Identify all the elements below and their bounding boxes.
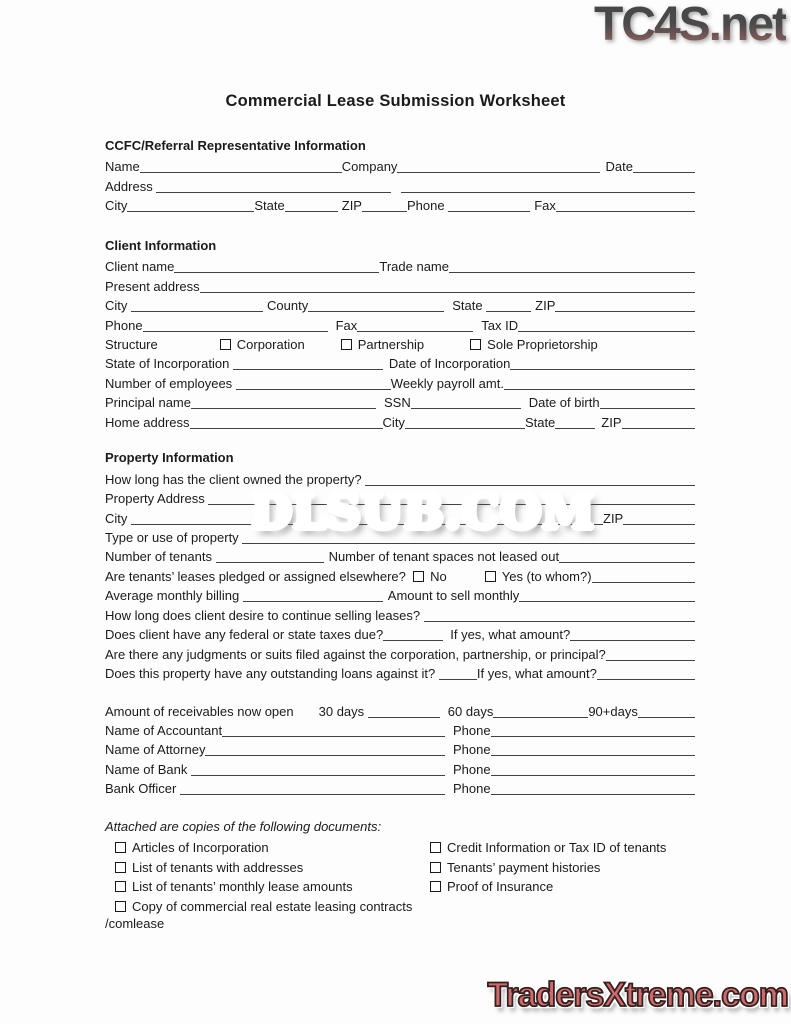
field-label: Phone: [453, 742, 491, 758]
field-label: Partnership: [357, 337, 425, 352]
field-label: Type or use of property: [105, 530, 243, 545]
field-label: City: [105, 198, 128, 214]
field-label: Average monthly billing: [105, 588, 243, 604]
checkbox-icon: [115, 881, 126, 892]
blank-line: [233, 359, 383, 370]
field-label: Proof of Insurance: [447, 879, 554, 895]
field-label: Property Address: [105, 491, 209, 507]
blank-line: [140, 162, 342, 173]
field-label: Number of tenants: [105, 549, 216, 565]
blank-line: [622, 418, 695, 429]
blank-line: [555, 418, 595, 429]
checkbox-icon: [115, 901, 126, 912]
blank-line: [222, 726, 445, 737]
blank-line: [638, 707, 695, 718]
form-row: [105, 195, 695, 214]
section-heading: CCFC/Referral Representative Information: [105, 138, 366, 153]
checklist-right-item: [430, 896, 695, 916]
checkbox-icon: [430, 842, 441, 853]
field-label: Company: [341, 159, 398, 175]
checklist-intro: Attached are copies of the following documents:: [105, 818, 382, 834]
checkbox-icon: [430, 881, 441, 892]
field-label: State: [254, 198, 285, 214]
blank-line: [491, 745, 695, 756]
form-row: [105, 157, 695, 176]
field-label: How long does client desire to continue selling leases?: [105, 607, 424, 623]
field-label: No: [430, 568, 447, 584]
field-label: Yes (to whom?): [501, 568, 592, 584]
form-row: [105, 759, 695, 778]
blank-line: [519, 591, 695, 602]
field-label: Tenants’ payment histories: [447, 859, 601, 875]
checkbox-icon: [485, 571, 496, 582]
field-label: 90+days: [588, 703, 638, 719]
checkbox-icon: [115, 842, 126, 853]
form-row: [105, 276, 695, 295]
page-title: Commercial Lease Submission Worksheet: [225, 92, 566, 110]
field-label: State: [524, 414, 556, 430]
field-label: Does client have any federal or state taxes due?: [105, 627, 384, 643]
spacer: [521, 411, 529, 412]
field-label: Phone: [453, 722, 491, 738]
blank-line: [200, 282, 695, 293]
form-row: [105, 373, 695, 392]
field-label: ZIP: [601, 414, 622, 430]
blank-line: [600, 398, 695, 409]
blank-line: [491, 784, 695, 795]
field-label: Name of Attorney: [105, 742, 206, 758]
blank-line: [383, 630, 443, 641]
field-group: [105, 720, 445, 739]
field-label: Trade name: [379, 259, 449, 275]
field-label: Tax ID: [481, 317, 519, 333]
blank-line: [401, 182, 695, 193]
blank-line: [518, 321, 695, 332]
form-row: [105, 663, 695, 682]
field-label: Weekly payroll amt.: [390, 375, 504, 391]
field-label: Fax: [534, 198, 556, 214]
field-label: SSN: [384, 395, 411, 411]
field-label: Name of Bank: [105, 761, 191, 777]
field-group: [105, 739, 445, 758]
blank-line: [448, 201, 530, 212]
field-label: Present address: [105, 278, 200, 294]
checklist-right-item: [430, 857, 695, 877]
blank-line: [510, 359, 695, 370]
blank-line: [191, 765, 445, 776]
spacer: [424, 353, 470, 354]
field-label: ZIP: [535, 298, 556, 314]
blank-line: [174, 262, 379, 273]
checklist-left-item: [105, 876, 430, 896]
form-row: [105, 354, 695, 373]
spacer: [444, 314, 452, 315]
field-label: Phone: [453, 781, 491, 797]
spacer: [445, 797, 453, 798]
form-row: [105, 295, 695, 314]
blank-line: [397, 162, 599, 173]
blank-line: [424, 611, 695, 622]
blank-line: [570, 630, 695, 641]
spacer: [158, 353, 220, 354]
field-label: Date of Incorporation: [388, 356, 511, 372]
form-row: [105, 739, 695, 758]
field-label: Amount of receivables now open: [105, 703, 294, 719]
blank-line: [623, 514, 695, 525]
blank-line: [191, 398, 376, 409]
field-label: If yes, what amount?: [450, 627, 571, 643]
blank-line: [559, 552, 695, 563]
field-label: City: [105, 298, 131, 314]
field-label: If yes, what amount?: [476, 666, 597, 682]
field-label: Does this property have any outstanding loans against it?: [105, 666, 439, 682]
blank-line: [362, 201, 407, 212]
blank-line: [127, 201, 254, 212]
dlsub-watermark: DLSUB.COM: [251, 485, 596, 540]
checklist-row: [105, 876, 695, 896]
blank-line: [216, 552, 324, 563]
form-row: [105, 256, 695, 275]
field-label: City: [382, 414, 405, 430]
form-row: [105, 585, 695, 604]
form-row: [105, 315, 695, 334]
checklist-row: [105, 857, 695, 877]
checklist-row: [105, 837, 695, 857]
spacer: [391, 194, 401, 195]
field-label: State of Incorporation: [105, 356, 233, 372]
field-label: Copy of commercial real estate leasing contracts: [132, 898, 413, 914]
field-label: Principal name: [105, 395, 191, 411]
blank-line: [486, 301, 531, 312]
blank-line: [190, 418, 383, 429]
checklist-right-item: [430, 876, 695, 896]
spacer: [473, 333, 481, 334]
blank-line: [555, 301, 695, 312]
form-row: [105, 644, 695, 663]
blank-line: [592, 572, 695, 583]
checklist: [105, 818, 695, 935]
field-label: Bank Officer: [105, 781, 180, 797]
checklist-left-item: [105, 837, 430, 857]
blank-line: [357, 321, 473, 332]
field-label: Number of employees: [105, 375, 236, 391]
field-label: City: [105, 510, 131, 526]
form-section: [105, 237, 695, 431]
checkbox-icon: [430, 862, 441, 873]
form-row: [105, 412, 695, 431]
blank-line: [491, 765, 695, 776]
blank-line: [156, 182, 391, 193]
field-label: List of tenants with addresses: [132, 859, 304, 875]
footer-code: /comlease: [105, 916, 165, 932]
blank-line: [243, 591, 383, 602]
section-heading: Client Information: [105, 237, 217, 253]
tc4s-logo: TC4S.net: [593, 0, 786, 51]
form-row: [105, 334, 695, 353]
field-group: [105, 778, 445, 797]
field-label: Corporation: [236, 337, 305, 352]
field-label: How long has the client owned the property?: [105, 471, 366, 487]
field-label: Sole Proprietorship: [487, 337, 598, 352]
field-label: Name: [105, 159, 140, 175]
form-row: [105, 566, 695, 585]
blank-line: [449, 262, 695, 273]
field-label: ZIP: [603, 510, 624, 526]
checklist-right-item: [430, 837, 695, 857]
spacer: [328, 333, 336, 334]
blank-line: [308, 301, 444, 312]
spacer: [445, 777, 453, 778]
spacer: [447, 584, 485, 585]
field-label: Phone: [453, 761, 491, 777]
section-heading: Property Information: [105, 450, 234, 466]
field-label: Home address: [105, 414, 190, 430]
blank-line: [504, 379, 695, 390]
field-label: County: [267, 298, 309, 314]
blank-line: [491, 726, 695, 737]
checklist-left-item: [105, 896, 430, 916]
field-label: Are tenants’ leases pledged or assigned elsewhere?: [105, 568, 414, 584]
form-section: [105, 701, 695, 798]
field-label: State: [452, 298, 487, 314]
blank-line: [236, 379, 391, 390]
checklist-row: [105, 896, 695, 916]
checkbox-icon: [470, 339, 481, 350]
blank-line: [180, 784, 445, 795]
checkbox-icon: [220, 339, 231, 350]
tradersxtreme-logo: TradersXtreme.com: [487, 976, 788, 1014]
form-row: [105, 392, 695, 411]
checklist-rows: [105, 837, 695, 915]
blank-line: [493, 707, 588, 718]
spacer: [445, 738, 453, 739]
field-label: Fax: [335, 317, 358, 333]
field-group: [105, 759, 445, 778]
field-label: 30 days: [318, 703, 368, 719]
field-label: Are there any judgments or suits filed against the corporation, partnership, or principal?: [105, 646, 606, 662]
spacer: [445, 758, 453, 759]
field-label: Articles of Incorporation: [132, 840, 269, 856]
form-row: [105, 624, 695, 643]
form-section: [105, 137, 695, 215]
spacer: [376, 411, 384, 412]
checkbox-icon: [413, 571, 424, 582]
field-label: List of tenants’ monthly lease amounts: [132, 879, 353, 895]
blank-line: [556, 201, 695, 212]
checklist-left-item: [105, 857, 430, 877]
field-label: ZIP: [341, 198, 362, 214]
field-label: Date: [605, 159, 634, 175]
field-label: Name of Accountant: [105, 722, 223, 738]
checkbox-icon: [115, 862, 126, 873]
spacer: [305, 353, 341, 354]
field-label: Phone: [105, 317, 143, 333]
field-label: Client name: [105, 259, 175, 275]
field-label: Structure: [105, 337, 158, 352]
form-row: [105, 778, 695, 797]
blank-line: [606, 650, 695, 661]
field-label: Date of birth: [528, 395, 600, 411]
blank-line: [405, 418, 525, 429]
blank-line: [143, 321, 328, 332]
blank-line: [368, 707, 440, 718]
blank-line: [131, 301, 263, 312]
field-label: Address: [105, 178, 157, 194]
form-row: [105, 720, 695, 739]
spacer: [443, 643, 450, 644]
field-label: 60 days: [447, 703, 494, 719]
form-row: [105, 176, 695, 195]
checkbox-icon: [341, 339, 352, 350]
field-label: Number of tenant spaces not leased out: [328, 549, 560, 565]
field-label: Phone: [406, 198, 449, 214]
blank-line: [411, 398, 521, 409]
blank-line: [285, 201, 338, 212]
blank-line: [633, 162, 695, 173]
form-row: [105, 701, 695, 720]
blank-line: [205, 745, 445, 756]
blank-line: [597, 669, 695, 680]
field-label: Credit Information or Tax ID of tenants: [447, 840, 667, 856]
form-row: [105, 547, 695, 566]
form-row: [105, 605, 695, 624]
field-label: Amount to sell monthly: [387, 588, 520, 604]
blank-line: [439, 669, 477, 680]
